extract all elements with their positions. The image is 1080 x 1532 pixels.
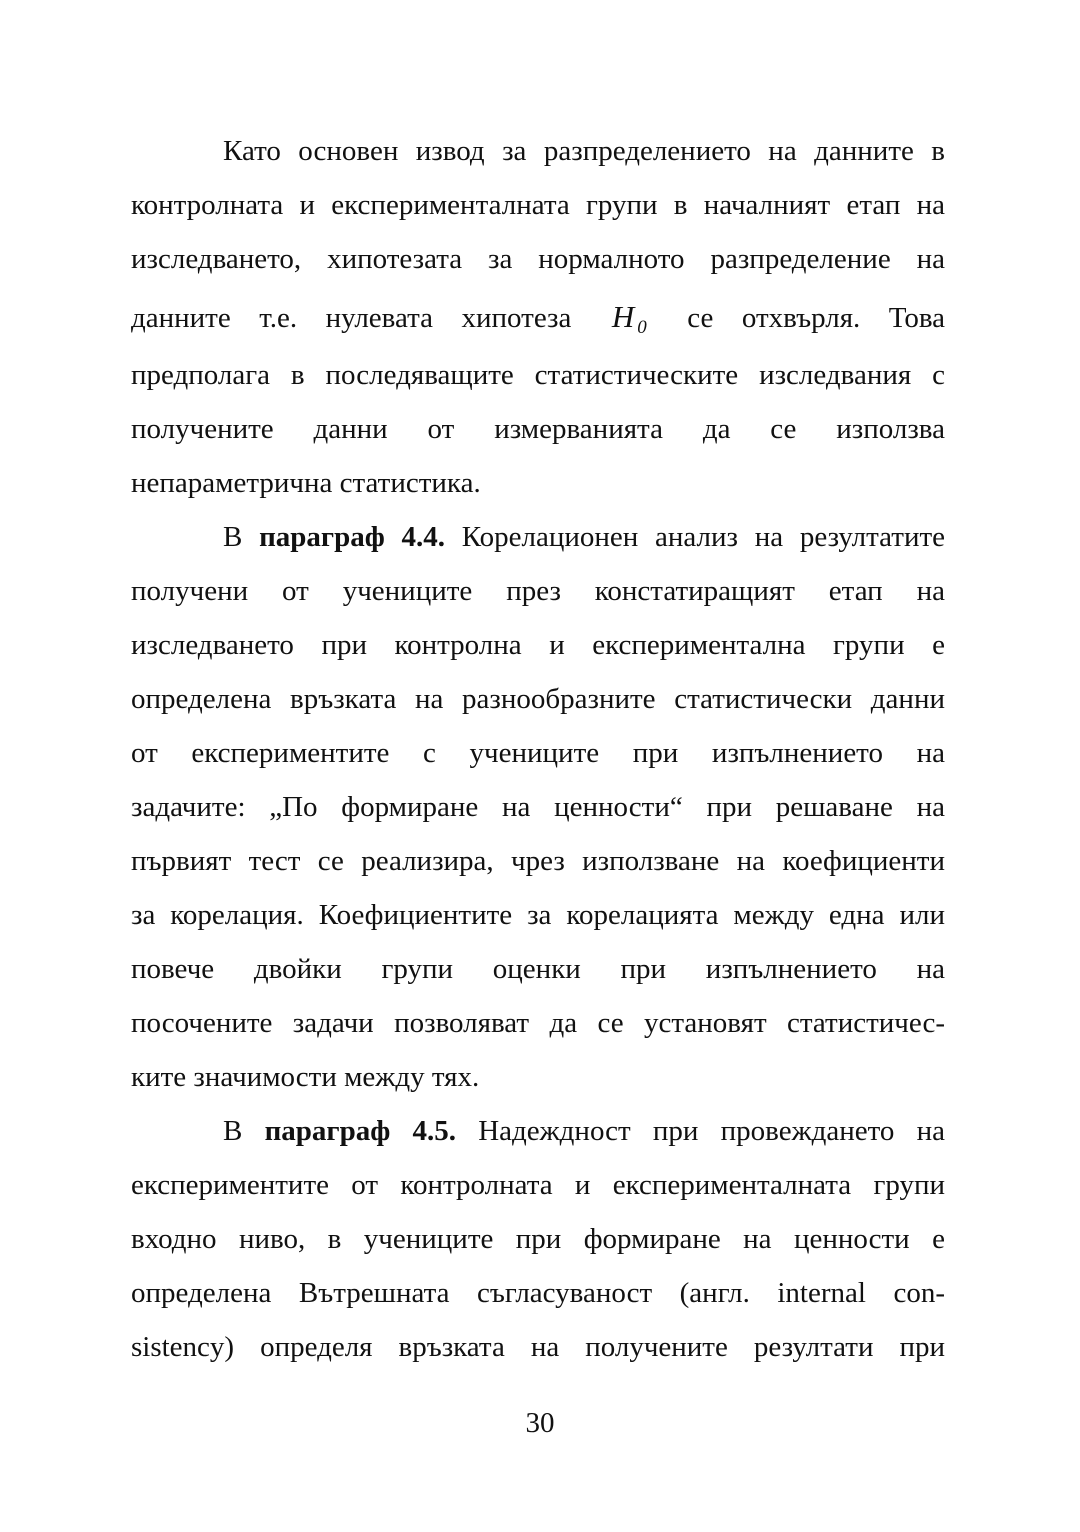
text-line: sistency) определя връзката на получените резултати при	[131, 1331, 945, 1363]
text-segment: данните т.е. нулевата хипотеза	[131, 302, 572, 334]
text-line: посочените задачи позволяват да се установят статистичес-	[131, 1007, 945, 1039]
text-segment: Корелационен анализ на резултатите	[461, 521, 946, 553]
math-subscript: 0	[637, 317, 647, 338]
text-line: задачите: „По формиране на ценности“ при решаване на	[131, 791, 945, 823]
section-reference: параграф 4.5.	[264, 1115, 456, 1147]
text-line: контролната и експерименталната групи в началният етап на	[131, 189, 945, 221]
text-line: от експериментите с учениците при изпълнението на	[131, 737, 945, 769]
text-line: първият тест се реализира, чрез използване на коефициенти	[131, 845, 945, 877]
text-line-with-formula	[131, 286, 945, 348]
paragraph-2	[131, 510, 945, 1104]
text-segment: В	[223, 1115, 243, 1147]
text-line: Като основен извод за разпределението на данните в	[223, 135, 945, 167]
text-line: изследването при контролна и експериментална групи е	[131, 629, 945, 661]
math-symbol: H	[611, 299, 635, 334]
section-reference: параграф 4.4.	[259, 521, 446, 553]
paragraph-3	[131, 1104, 945, 1374]
text-line	[131, 1104, 945, 1158]
text-line: за корелация. Коефициентите за корелацията между една или	[131, 899, 945, 931]
text-line: получени от учениците през констатиращият етап на	[131, 575, 945, 607]
text-line: входно ниво, в учениците при формиране на ценности е	[131, 1223, 945, 1255]
text-line: изследването, хипотезата за нормалното разпределение на	[131, 243, 945, 275]
text-line: ките значимости между тях.	[131, 1061, 480, 1093]
page-number: 30	[525, 1407, 555, 1439]
text-segment: Надеждност при провеждането на	[478, 1115, 946, 1147]
text-segment: се отхвърля. Това	[687, 302, 946, 334]
text-line: непараметрична статистика.	[131, 467, 481, 499]
text-line: експериментите от контролната и експерименталната групи	[131, 1169, 945, 1201]
text-line: повече двойки групи оценки при изпълнението на	[131, 953, 945, 985]
text-line: получените данни от измерванията да се използва	[131, 413, 945, 445]
text-line: предполага в последяващите статистическите изследвания с	[131, 359, 945, 391]
body-text	[131, 124, 945, 1374]
text-segment: В	[223, 521, 243, 553]
text-line: определена Вътрешната съгласуваност (англ. internal con-	[131, 1277, 945, 1309]
text-line	[131, 510, 945, 564]
paragraph-1	[131, 124, 945, 510]
text-line: определена връзката на разнообразните статистически данни	[131, 683, 945, 715]
